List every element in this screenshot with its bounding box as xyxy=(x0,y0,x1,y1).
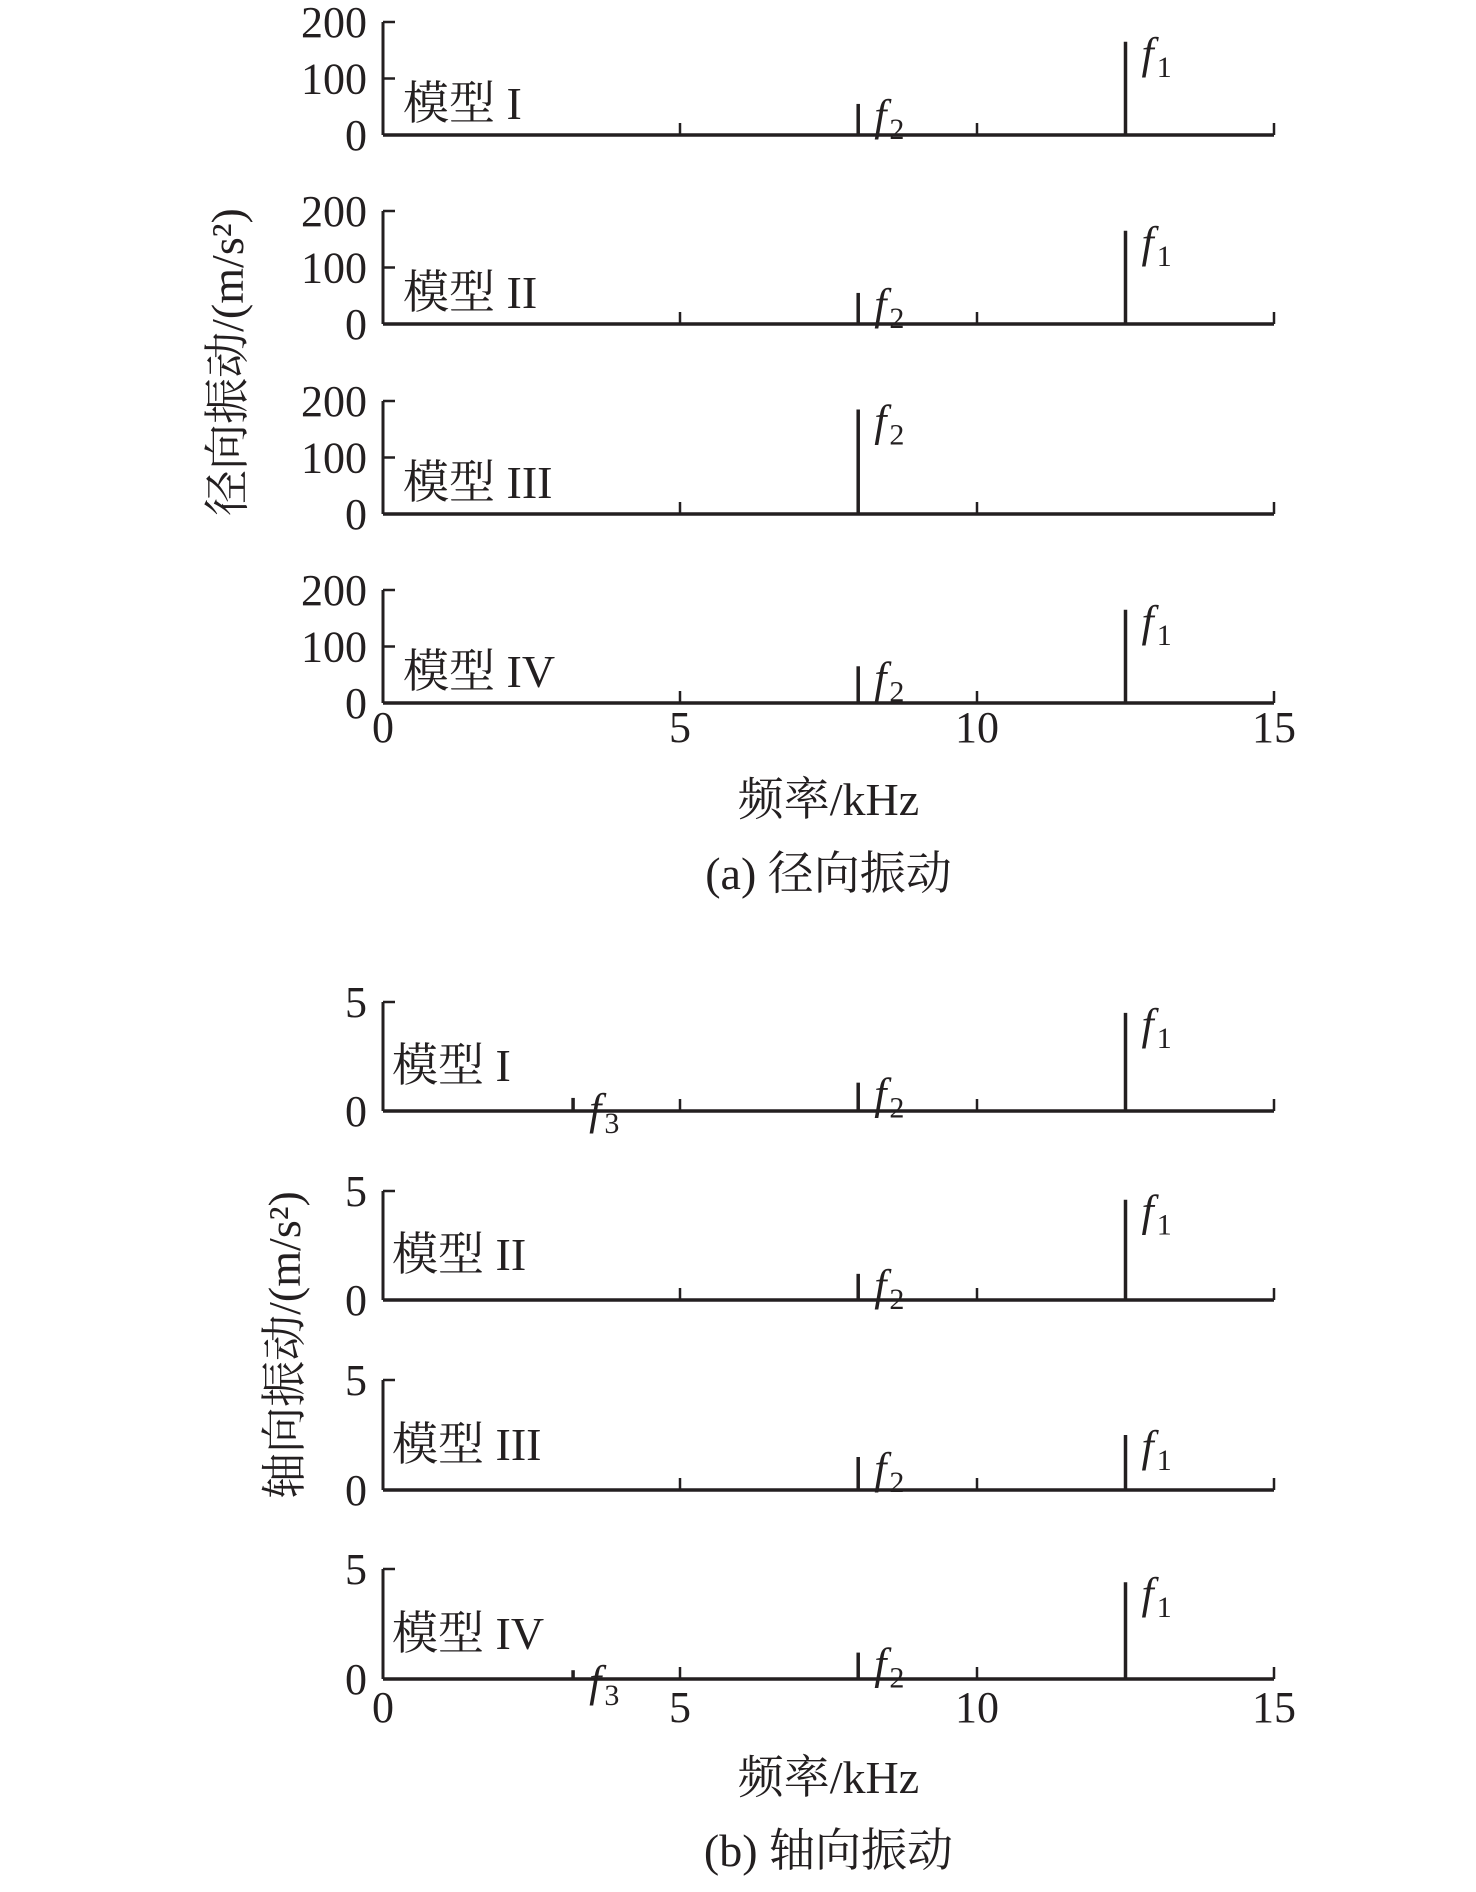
peak-symbol: f xyxy=(874,90,887,140)
x-tick-label: 0 xyxy=(372,1683,394,1732)
peak-label-f2 xyxy=(874,1261,904,1316)
y-tick-label: 100 xyxy=(301,433,367,483)
peak-subscript: 3 xyxy=(604,1679,620,1713)
peak-subscript: 2 xyxy=(889,675,905,709)
peak-label-f1 xyxy=(1142,597,1172,652)
x-tick-label: 10 xyxy=(955,1683,999,1732)
peak-label-f1 xyxy=(1142,1569,1172,1624)
peak-symbol: f xyxy=(874,1639,887,1689)
peak-label-f1 xyxy=(1142,1187,1172,1242)
model-label: 模型 I xyxy=(403,78,522,129)
peak-symbol: f xyxy=(874,279,887,329)
x-axis-title: 频率/kHz xyxy=(737,1752,920,1803)
y-tick-label: 200 xyxy=(301,187,367,236)
subplot xyxy=(345,1545,1274,1712)
model-label: 模型 IV xyxy=(403,646,556,697)
peak-label-f1 xyxy=(1142,1000,1172,1055)
y-axis-title: 轴向振动/(m/s²) xyxy=(259,1191,310,1499)
x-axis-title: 频率/kHz xyxy=(737,774,920,825)
model-label: 模型 III xyxy=(392,1419,542,1470)
peak-subscript: 2 xyxy=(889,301,905,335)
peak-symbol: f xyxy=(589,1084,602,1134)
y-axis-title: 径向振动/(m/s²) xyxy=(202,208,253,516)
subplot xyxy=(301,377,1274,539)
y-tick-label: 0 xyxy=(345,1276,367,1325)
peak-label-f1 xyxy=(1142,218,1172,273)
peak-label-f3 xyxy=(589,1657,619,1712)
y-tick-label: 5 xyxy=(345,1167,367,1216)
peak-symbol: f xyxy=(874,1069,887,1119)
peak-subscript: 1 xyxy=(1156,1591,1172,1625)
y-tick-label: 0 xyxy=(345,300,367,349)
peak-label-f3 xyxy=(589,1085,619,1140)
subplot xyxy=(301,0,1274,160)
peak-subscript: 1 xyxy=(1156,618,1172,652)
peak-label-f2 xyxy=(874,280,904,335)
peak-symbol: f xyxy=(589,1657,602,1707)
peak-label-f2 xyxy=(874,1444,904,1499)
peak-subscript: 2 xyxy=(889,1091,905,1125)
peak-symbol: f xyxy=(1141,999,1154,1049)
x-tick-label: 5 xyxy=(669,703,691,752)
peak-symbol: f xyxy=(1141,1422,1154,1471)
subplot xyxy=(345,978,1274,1140)
peak-label-f2 xyxy=(874,1070,904,1125)
peak-subscript: 3 xyxy=(604,1106,620,1140)
peak-subscript: 2 xyxy=(889,112,905,146)
peak-subscript: 1 xyxy=(1156,1021,1172,1055)
subplot xyxy=(301,566,1274,728)
y-tick-label: 200 xyxy=(301,0,367,47)
model-label: 模型 II xyxy=(403,267,538,318)
model-label: 模型 IV xyxy=(392,1608,545,1659)
y-tick-label: 0 xyxy=(345,679,367,728)
model-label: 模型 III xyxy=(403,457,553,508)
peak-label-f2 xyxy=(874,653,904,708)
peak-symbol: f xyxy=(874,653,887,703)
peak-symbol: f xyxy=(1141,217,1154,267)
peak-symbol: f xyxy=(874,396,887,446)
peak-subscript: 2 xyxy=(889,1466,905,1499)
model-label: 模型 I xyxy=(392,1040,511,1091)
y-tick-label: 0 xyxy=(345,490,367,539)
peak-subscript: 2 xyxy=(889,1661,905,1695)
peak-subscript: 2 xyxy=(889,418,905,452)
panel-b xyxy=(259,978,1296,1876)
panel-a xyxy=(202,0,1296,899)
peak-label-f2 xyxy=(874,1640,904,1695)
peak-symbol: f xyxy=(1141,596,1154,646)
subplot xyxy=(301,187,1274,349)
y-tick-label: 0 xyxy=(345,1087,367,1136)
peak-subscript: 2 xyxy=(889,1282,905,1316)
peak-subscript: 1 xyxy=(1156,239,1172,273)
y-tick-label: 0 xyxy=(345,1466,367,1515)
peak-subscript: 1 xyxy=(1156,1208,1172,1242)
subplot xyxy=(345,1167,1274,1325)
y-tick-label: 0 xyxy=(345,1655,367,1704)
peak-symbol: f xyxy=(874,1444,887,1493)
y-tick-label: 100 xyxy=(301,622,367,672)
x-tick-label: 0 xyxy=(372,703,394,752)
x-tick-label: 5 xyxy=(669,1683,691,1732)
peak-symbol: f xyxy=(1141,1569,1154,1619)
y-tick-label: 5 xyxy=(345,1356,367,1405)
x-tick-label: 15 xyxy=(1252,703,1296,752)
x-tick-label: 10 xyxy=(955,703,999,752)
peak-label-f2 xyxy=(874,396,904,451)
peak-symbol: f xyxy=(1141,1186,1154,1236)
panel-caption: (b) 轴向振动 xyxy=(703,1825,954,1876)
peak-symbol: f xyxy=(874,1260,887,1310)
y-tick-label: 0 xyxy=(345,111,367,160)
peak-label-f1 xyxy=(1142,29,1172,84)
y-tick-label: 100 xyxy=(301,243,367,293)
peak-subscript: 1 xyxy=(1156,50,1172,84)
y-tick-label: 200 xyxy=(301,566,367,615)
x-tick-label: 15 xyxy=(1252,1683,1296,1732)
peak-label-f1 xyxy=(1142,1422,1172,1477)
y-tick-label: 100 xyxy=(301,54,367,104)
peak-label-f2 xyxy=(874,91,904,146)
subplot xyxy=(345,1356,1274,1515)
y-tick-label: 200 xyxy=(301,377,367,426)
model-label: 模型 II xyxy=(392,1229,527,1280)
peak-symbol: f xyxy=(1141,28,1154,78)
peak-subscript: 1 xyxy=(1156,1444,1172,1477)
panel-caption: (a) 径向振动 xyxy=(705,848,952,899)
y-tick-label: 5 xyxy=(345,978,367,1027)
y-tick-label: 5 xyxy=(345,1545,367,1594)
